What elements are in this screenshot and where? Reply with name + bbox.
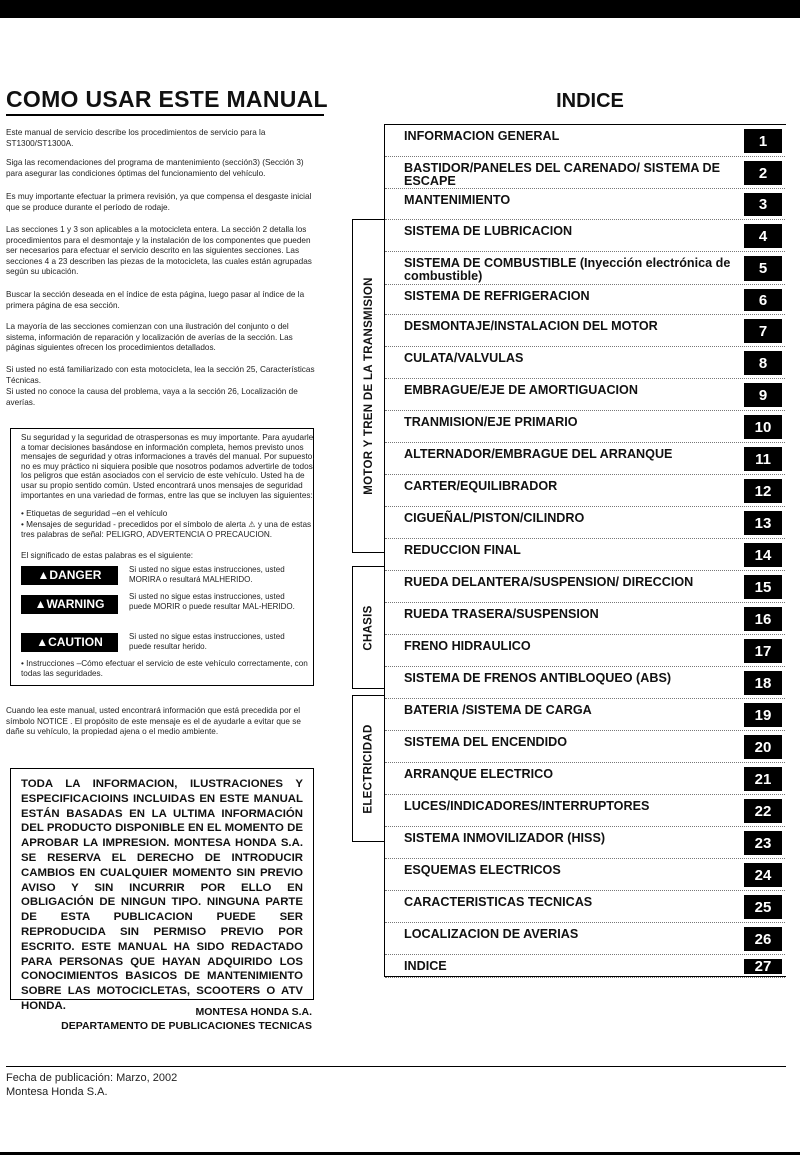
- index-item-number: 23: [744, 831, 782, 855]
- group-motor: [352, 219, 385, 553]
- index-item-number: 18: [744, 671, 782, 695]
- index-item[interactable]: [385, 954, 785, 978]
- index-item[interactable]: [385, 826, 785, 859]
- index-item-label: TRANMISION/EJE PRIMARIO: [404, 415, 578, 429]
- index-item[interactable]: [385, 922, 785, 955]
- paragraph: Las secciones 1 y 3 son aplicables a la motocicleta entera. La sección 2 detalla los procedimientos para el desmontaje y la instalación de los componentes que pueden ser necesarios para efectuar el servicio descrito en las siguientes secciones. Las secciones 4 a 23 describen las piezas de la motocicleta, las cuales están agrupadas según su ubicación.: [6, 225, 312, 276]
- index-item-label: CIGUEÑAL/PISTON/CILINDRO: [404, 511, 585, 525]
- index-item-number: 21: [744, 767, 782, 791]
- index-item[interactable]: [385, 314, 785, 347]
- index-item-label: DESMONTAJE/INSTALACION DEL MOTOR: [404, 319, 658, 333]
- index-item-label: ALTERNADOR/EMBRAGUE DEL ARRANQUE: [404, 447, 673, 461]
- index-item-number: 14: [744, 543, 782, 567]
- index-item-label: RUEDA TRASERA/SUSPENSION: [404, 607, 599, 621]
- index-item[interactable]: [385, 634, 785, 667]
- index-item[interactable]: [385, 698, 785, 731]
- index-item-label: SISTEMA INMOVILIZADOR (HISS): [404, 831, 606, 845]
- safety-meaning: El significado de estas palabras es el siguiente:: [21, 551, 194, 560]
- index-item-label: SISTEMA DE FRENOS ANTIBLOQUEO (ABS): [404, 671, 672, 685]
- index-item-number: 13: [744, 511, 782, 535]
- safety-bullet: • Mensajes de seguridad - precedidos por el símbolo de alerta ⚠ y una de estas tres palabras de señal: PELIGRO, ADVERTENCIA O PRECAUCION.: [21, 520, 312, 539]
- index-item-number: 10: [744, 415, 782, 439]
- index-item-label: SISTEMA DEL ENCENDIDO: [404, 735, 568, 749]
- index-item[interactable]: [385, 570, 785, 603]
- group-label: MOTOR Y TREN DE LA TRANSMISION: [363, 277, 376, 495]
- index-item[interactable]: [385, 219, 785, 252]
- index-item[interactable]: [385, 730, 785, 763]
- index-item-number: 8: [744, 351, 782, 375]
- caution-label: ▲CAUTION: [21, 633, 118, 652]
- index-item-number: 17: [744, 639, 782, 663]
- index-item[interactable]: [385, 346, 785, 379]
- index-item[interactable]: [385, 858, 785, 891]
- publisher: Montesa Honda S.A.: [6, 1086, 108, 1098]
- index-item-label: SISTEMA DE REFRIGERACION: [404, 289, 590, 303]
- index-item-number: 2: [744, 161, 782, 185]
- paragraph: Buscar la sección deseada en el índice de esta página, luego pasar al índice de la primera página de esa sección.: [6, 290, 305, 310]
- paragraph: Si usted no conoce la causa del problema, vaya a la sección 26, Localización de averías.: [6, 387, 298, 407]
- index-item-label: CULATA/VALVULAS: [404, 351, 524, 365]
- index-item-number: 22: [744, 799, 782, 823]
- index-item-label: SISTEMA DE COMBUSTIBLE (Inyección electrónica de combustible): [404, 256, 731, 283]
- index-item[interactable]: [385, 794, 785, 827]
- index-item-number: 12: [744, 479, 782, 503]
- index-item-label: BATERIA /SISTEMA DE CARGA: [404, 703, 592, 717]
- title-rule: [6, 114, 324, 116]
- publication-date: Fecha de publicación: Marzo, 2002: [6, 1072, 178, 1084]
- bottom-border: [0, 1152, 800, 1155]
- index-item[interactable]: [385, 251, 785, 285]
- index-item-number: 19: [744, 703, 782, 727]
- group-label: CHASIS: [363, 604, 376, 651]
- index-item-number: 7: [744, 319, 782, 343]
- index-item-label: REDUCCION FINAL: [404, 543, 521, 557]
- index-item-number: 25: [744, 895, 782, 919]
- index-item-number: 9: [744, 383, 782, 407]
- index-item[interactable]: [385, 890, 785, 923]
- index-list: [385, 124, 785, 977]
- index-item-label: LOCALIZACION DE AVERIAS: [404, 927, 579, 941]
- paragraph: Si usted no está familiarizado con esta motocicleta, lea la sección 25, Características Técnicas.: [6, 365, 315, 385]
- index-item-label: ESQUEMAS ELECTRICOS: [404, 863, 561, 877]
- index-item-number: 15: [744, 575, 782, 599]
- group-electricidad: [352, 695, 385, 842]
- index-item-label: LUCES/INDICADORES/INTERRUPTORES: [404, 799, 650, 813]
- top-border: [0, 0, 800, 18]
- danger-label: ▲DANGER: [21, 566, 118, 585]
- index-item-label: INFORMACION GENERAL: [404, 129, 560, 143]
- caution-text: Si usted no sigue estas instrucciones, usted puede resultar herido.: [129, 632, 285, 651]
- notice-paragraph: Cuando lea este manual, usted encontrará información que está precedida por el símbolo NOTICE . El propósito de este mensaje es el de ayudarle a evitar que se dañe su vehículo, la propiedad ajena o el medio ambiente.: [6, 706, 301, 736]
- index-item[interactable]: [385, 410, 785, 443]
- legal-box: [10, 768, 314, 1012]
- danger-text: Si usted no sigue estas instrucciones, usted MORIRA o resultará MALHERIDO.: [129, 565, 285, 584]
- index-item-label: CARTER/EQUILIBRADOR: [404, 479, 558, 493]
- index-item[interactable]: [385, 442, 785, 475]
- index-item-label: RUEDA DELANTERA/SUSPENSION/ DIRECCION: [404, 575, 694, 589]
- index-item[interactable]: [385, 124, 785, 157]
- paragraph: Siga las recomendaciones del programa de mantenimiento (sección3) (Sección 3) para asegurar las condiciones óptimas del funcionamiento del vehículo.: [6, 158, 304, 178]
- index-item[interactable]: [385, 506, 785, 539]
- index-item[interactable]: [385, 188, 785, 220]
- index-item-label: FRENO HIDRAULICO: [404, 639, 531, 653]
- index-item-number: 4: [744, 224, 782, 248]
- group-chasis: [352, 566, 385, 689]
- index-item-number: 27: [744, 959, 782, 974]
- index-item[interactable]: [385, 156, 785, 189]
- paragraph: La mayoría de las secciones comienzan con una ilustración del conjunto o del sistema, información de reparación y localización de averías de la sección. Las páginas siguientes ofrecen los procedimientos detallados.: [6, 322, 293, 352]
- index-item-number: 6: [744, 289, 782, 311]
- index-item-number: 24: [744, 863, 782, 887]
- index-item-label: MANTENIMIENTO: [404, 193, 511, 207]
- index-item[interactable]: [385, 378, 785, 411]
- index-item-number: 3: [744, 193, 782, 216]
- index-item-label: SISTEMA DE LUBRICACION: [404, 224, 573, 238]
- index-item[interactable]: [385, 666, 785, 699]
- page-title: COMO USAR ESTE MANUAL: [6, 86, 328, 112]
- index-item-number: 5: [744, 256, 782, 281]
- footer-rule: [6, 1066, 786, 1067]
- index-item[interactable]: [385, 602, 785, 635]
- index-item-number: 1: [744, 129, 782, 153]
- index-item-label: BASTIDOR/PANELES DEL CARENADO/ SISTEMA DE ESCAPE: [404, 161, 721, 188]
- index-item-label: INDICE: [404, 959, 447, 973]
- paragraph: Este manual de servicio describe los procedimientos de servicio para la ST1300/ST1300A.: [6, 128, 266, 148]
- signature-department: DEPARTAMENTO DE PUBLICACIONES TECNICAS: [61, 1020, 312, 1032]
- warning-text: Si usted no sigue estas instrucciones, usted puede MORIR o puede resultar MAL-HERIDO.: [129, 592, 295, 611]
- index-item-label: CARACTERISTICAS TECNICAS: [404, 895, 593, 909]
- index-item[interactable]: [385, 762, 785, 795]
- index-item-label: ARRANQUE ELECTRICO: [404, 767, 554, 781]
- index-item-label: EMBRAGUE/EJE DE AMORTIGUACION: [404, 383, 638, 397]
- index-item[interactable]: [385, 474, 785, 507]
- index-item-number: 16: [744, 607, 782, 631]
- safety-bullet: • Etiquetas de seguridad –en el vehículo: [21, 509, 168, 518]
- index-item-number: 20: [744, 735, 782, 759]
- index-item[interactable]: [385, 538, 785, 571]
- warning-label: ▲WARNING: [21, 595, 118, 614]
- index-item[interactable]: [385, 284, 785, 315]
- paragraph: Es muy importante efectuar la primera revisión, ya que compensa el desgaste inicial que se produce durante el período de rodaje.: [6, 192, 312, 212]
- legal-text: TODA LA INFORMACION, ILUSTRACIONES Y ESPECIFICACIOINS INCLUIDAS EN ESTE MANUAL ESTÁN BASADAS EN LA ULTIMA INFORMACIÓN DEL PRODUCTO DISPONIBLE EN EL MOMENTO DE APROBAR LA IMPRESION. MONTESA HONDA S.A. SE RESERVA EL DERECHO DE INTRODUCIR CAMBIOS EN CUALQUIER MOMENTO SIN PREVIO AVISO Y SIN INCURRIR POR ELLO EN OBLIGACIÓN DE NINGUN TIPO. NINGUNA PARTE DE ESTA PUBLICACION PUEDE SER REPRODUCIDA SIN PERMISO PREVIO POR ESCRITO. ESTE MANUAL HA SIDO REDACTADO PARA PERSONAS QUE HAYAN ADQUIRIDO LOS CONOCIMIENTOS BASICOS DE MANTENIMIENTO SOBRE LAS MOTOCICLETAS, SCOOTERS O ATV HONDA.: [21, 778, 303, 1012]
- index-item-number: 11: [744, 447, 782, 471]
- index-item-number: 26: [744, 927, 782, 951]
- safety-box: [10, 428, 314, 686]
- safety-bullet: • Instrucciones –Cómo efectuar el servicio de este vehículo correctamente, con todas las seguridades.: [21, 659, 308, 678]
- signature-company: MONTESA HONDA S.A.: [195, 1006, 312, 1018]
- safety-intro: Su seguridad y la seguridad de otraspersonas es muy importante. Para ayudarle a tomar decisiones basándose en información completa, hemos previsto unos mensajes de seguridad y otras informaciones a través del manual. Por supuesto, no es muy práctico ni siquiera posible que nosotros podamos advertirle de todos los peligros que están asociados con el servicio de este vehículo. Usted ha de usar su propio sentido común. Usted encontrará unos mensajes de seguridad importantes en una variedad de formas, entre las que se incluyen las siguientes:: [21, 433, 315, 500]
- index-title: INDICE: [556, 90, 624, 112]
- group-label: ELECTRICIDAD: [363, 723, 375, 814]
